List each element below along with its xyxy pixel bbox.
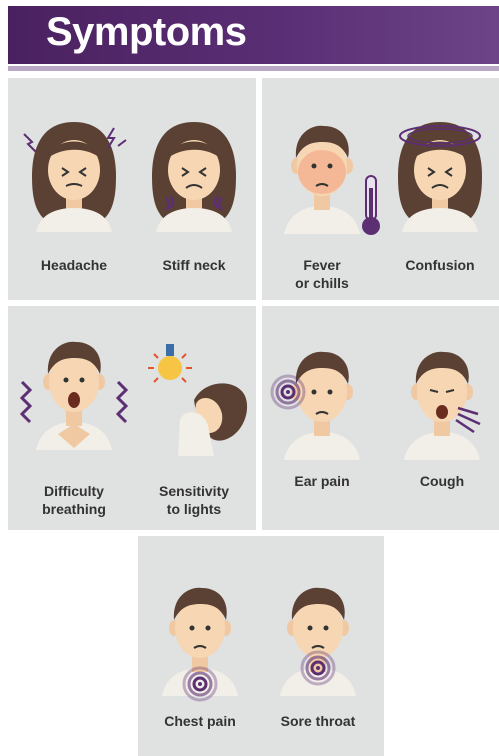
label-fever-line1: Fever xyxy=(303,257,341,273)
label-ear-pain: Ear pain xyxy=(294,473,350,489)
man-cough-icon xyxy=(382,340,499,490)
symptom-headache xyxy=(14,114,134,284)
symptom-difficulty-breathing xyxy=(14,330,134,517)
panel-headache-stiff-neck xyxy=(8,78,256,300)
page-title: Symptoms xyxy=(46,10,247,54)
man-light-sensitivity-icon xyxy=(134,330,254,480)
panel-chest-throat xyxy=(138,536,384,756)
label-chest-pain: Chest pain xyxy=(164,713,236,729)
man-breathing-icon xyxy=(14,330,134,480)
header-divider xyxy=(8,66,499,71)
symptom-chest-pain xyxy=(140,576,260,746)
woman-headache-icon xyxy=(14,114,134,264)
label-confusion: Confusion xyxy=(405,257,475,273)
panel-fever-confusion xyxy=(262,78,499,300)
label-sensitivity-line1: Sensitivity xyxy=(158,483,230,499)
label-headache: Headache xyxy=(40,257,108,273)
woman-stiff-neck-icon xyxy=(134,114,254,264)
symptom-cough xyxy=(382,340,499,510)
man-chest-pain-icon xyxy=(140,576,260,726)
symptom-sore-throat xyxy=(258,576,378,746)
man-fever-icon xyxy=(262,114,382,264)
symptom-confusion xyxy=(380,114,499,284)
label-difficulty-line1: Difficulty xyxy=(44,483,104,499)
label-stiff-neck: Stiff neck xyxy=(162,257,226,273)
woman-confusion-icon xyxy=(380,114,499,264)
label-difficulty-line2: breathing xyxy=(42,501,106,517)
label-fever-line2: or chills xyxy=(295,275,349,291)
panel-breathing-sensitivity xyxy=(8,306,256,530)
symptom-stiff-neck xyxy=(134,114,254,284)
label-cough: Cough xyxy=(419,473,465,489)
symptom-fever xyxy=(262,114,382,291)
panel-ear-cough xyxy=(262,306,499,530)
header-banner xyxy=(8,6,499,64)
symptom-sensitivity-to-lights xyxy=(134,330,254,517)
man-ear-pain-icon xyxy=(262,340,382,490)
label-sore-throat: Sore throat xyxy=(280,713,356,729)
symptom-ear-pain xyxy=(262,340,382,510)
label-sensitivity-line2: to lights xyxy=(166,501,222,517)
man-sore-throat-icon xyxy=(258,576,378,726)
